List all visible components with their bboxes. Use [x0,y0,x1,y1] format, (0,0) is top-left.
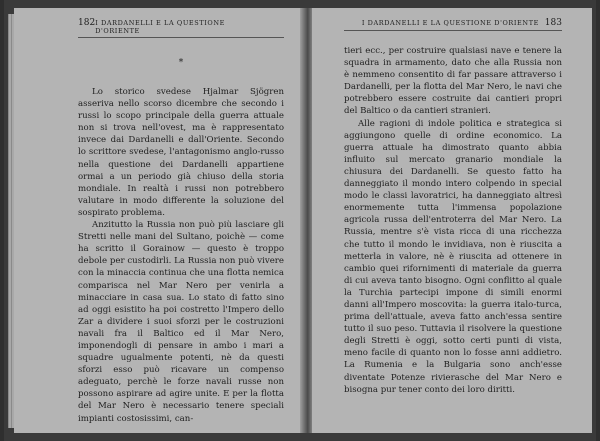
left-running-head [78,18,284,38]
left-body-text [78,86,284,425]
section-ornament: * [178,58,184,68]
left-page-number: 182 [78,18,96,28]
right-paragraph-2: Alle ragioni di indole politica e strategica si aggiungono quelle di ordine economico. La guerra attuale ha dimostrato quanto abbia influito sul mercato granario mondiale la chiusura dei Dardanelli. Se questo fatto ha danneggiato il mondo intero colpendo in special modo le classi lavoratrici, ha danneggiato altresì enormemente tutta l'immensa popolazione agricola russa dell'entroterra del Mar Nero. La Russia, mentre s'è vista ricca di una ricchezza che tutto il mondo le invidiava, non è riuscita a metterla in valore, nè è riuscita ad ottenere in cambio quei rifornimenti di materiale da guerra di cui aveva tanto bisogno. Ogni conflitto al quale la Turchia partecipi impone di simili enormi danni all'Impero moscovita: la guerra italo-turca, prima dell'attuale, aveva fatto anch'essa sentire tutto il suo peso. Tuttavia il risolvere la questione degli Stretti è oggi, sotto certi punti di vista, meno facile di quanto non lo fosse anni addietro. La Rumenia e la Bulgaria sono anch'esse diventate Potenze rivierasche del Mar Nero e bisogna pur tener conto dei loro diritti. [344,118,562,395]
right-paragraph-1: tieri ecc., per costruire qualsiasi nave e tenere la squadra in armamento, dato che alla Russia non è nemmeno consentito di far passare attraverso i Dardanelli, per la flotta del Mar Nero, le navi che potrebbero essere costruite dai cantieri propri del Baltico o da cantieri stranieri. [344,46,562,117]
left-paragraph-1: Lo storico svedese Hjalmar Sjögren asseriva nello scorso dicembre che secondo i russi lo scopo principale della guerra attuale non si trova nell'ovest, ma è rappresentato invece dai Dardanelli e dall'Oriente. Secondo lo scrittore svedese, l'antagonismo anglo-russo nella questione dei Dardanelli appartiene ormai a un periodo già chiuso della storia mondiale. In realtà i russi non potrebbero valutare in modo differente la soluzione del sospirato problema. [78,87,284,218]
right-running-head [344,18,562,31]
left-paragraph-2: Anzitutto la Russia non può più lasciare gli Stretti nelle mani del Sultano, poichè — come ha scritto il Gorainow — questo è troppo debole per custodirli. La Russia non può vivere con la minaccia continua che una flotta nemica comparisca nel Mar Nero per venirla a minacciare in casa sua. Lo stato di fatto sino ad oggi esistito ha poi costretto l'Impero dello Zar a dividere i suoi sforzi per le costruzioni navali fra il Baltico ed il Mar Nero, imponendogli di pensare in ambo i mari a squadre ugualmente potenti, nè da questi sforzi esso può ricavare un compenso adeguato, perchè le forze navali russe non possono aspirare ad agire unite. E per la flotta del Mar Nero è necessario tenere speciali impianti costosissimi, can- [78,220,284,424]
right-body-text [344,45,562,396]
left-page [14,8,302,433]
open-book [4,0,596,441]
right-page [312,8,592,433]
left-running-head-title: I DARDANELLI E LA QUESTIONE D'ORIENTE [95,19,225,35]
right-running-head-title: I DARDANELLI E LA QUESTIONE D'ORIENTE [361,19,539,27]
right-page-number: 183 [544,18,562,28]
